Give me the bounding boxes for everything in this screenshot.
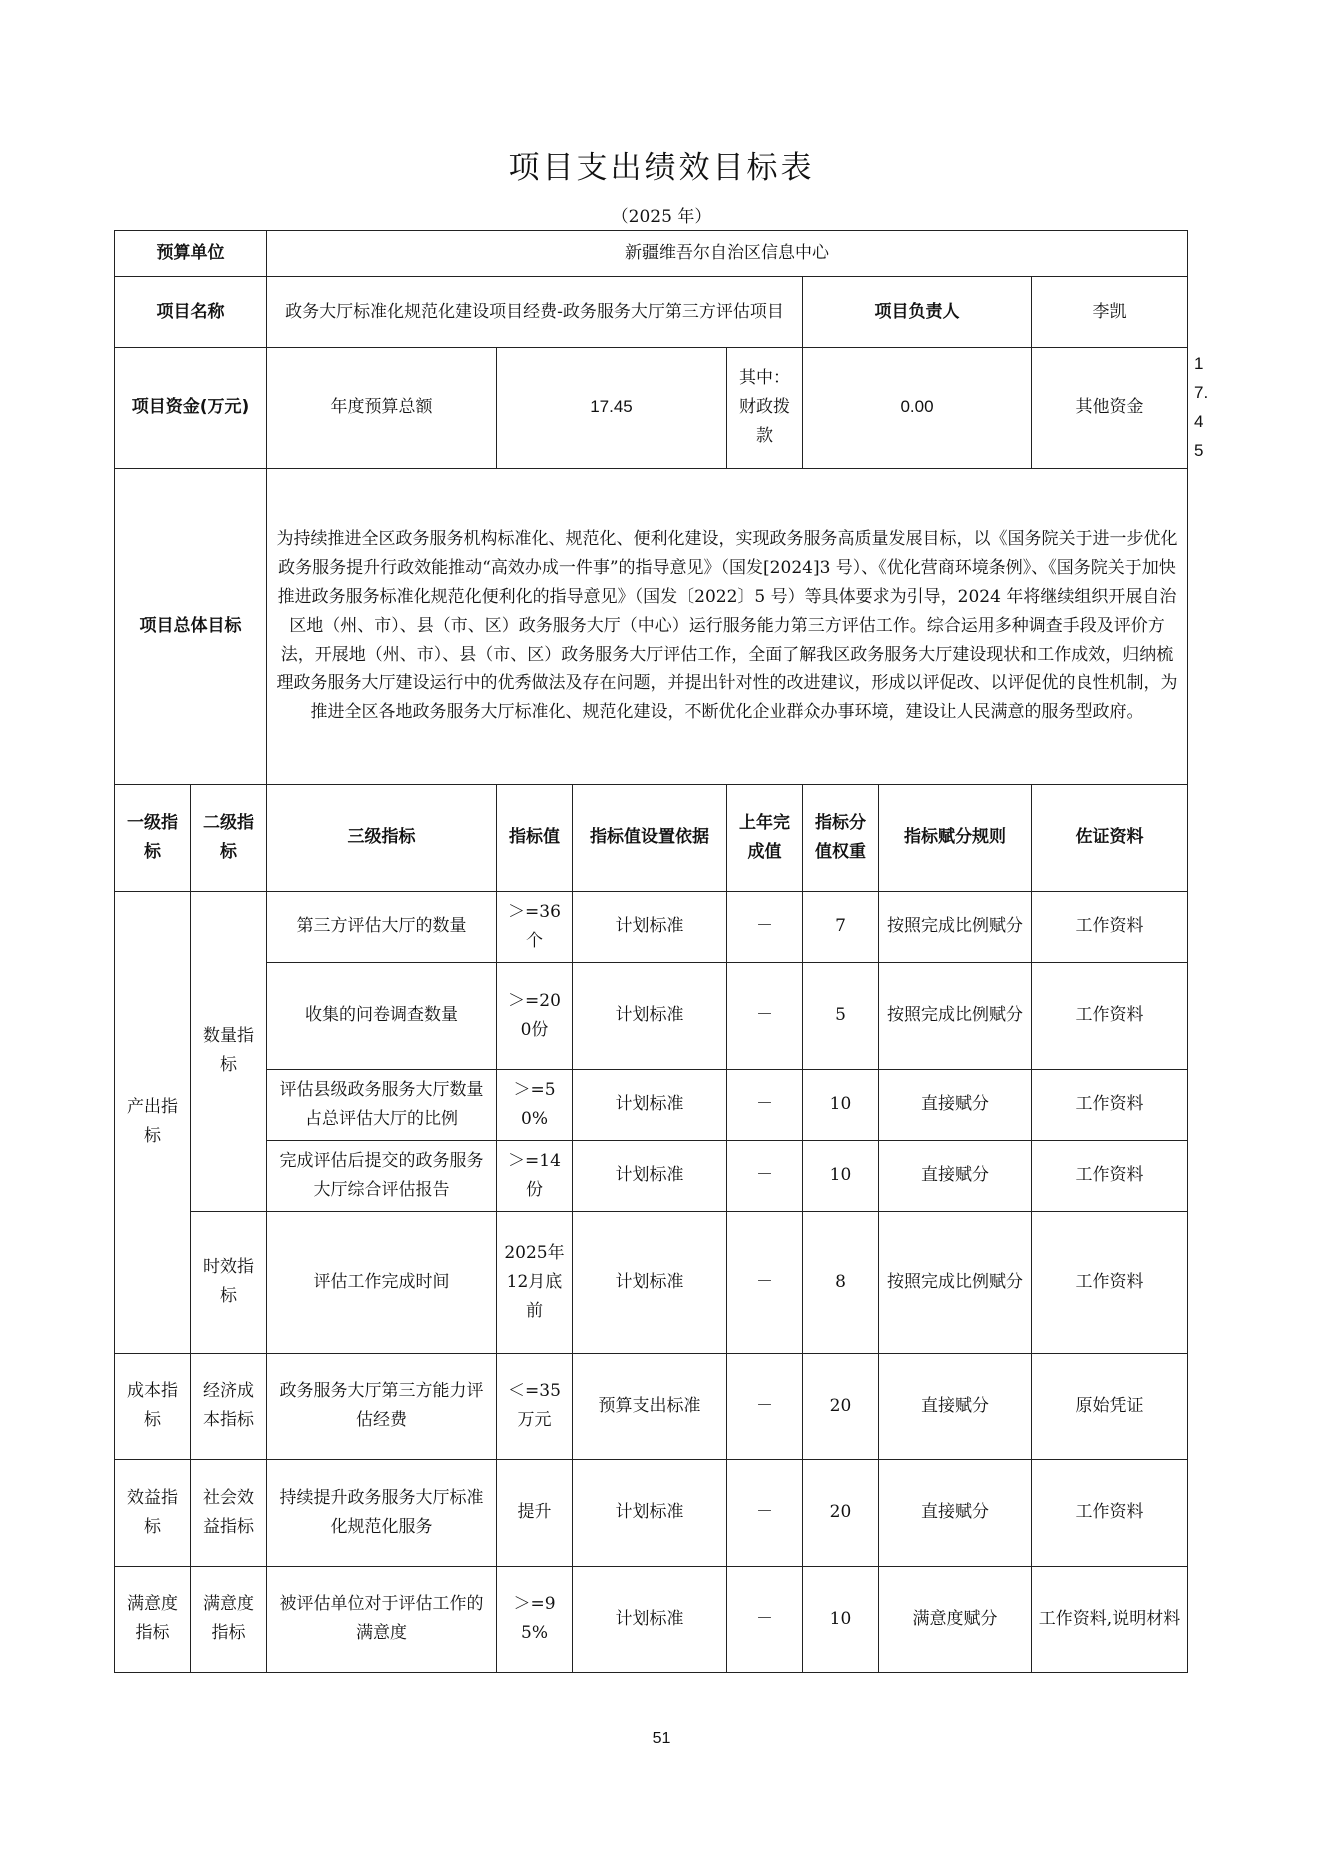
indicator-last: － (727, 1459, 803, 1566)
indicator-rule: 按照完成比例赋分 (879, 1211, 1032, 1353)
goal-label: 项目总体目标 (115, 468, 267, 784)
page-title: 项目支出绩效目标表 (508, 150, 815, 186)
group-satisfaction: 满意度指标 (115, 1566, 191, 1672)
indicator-weight: 10 (803, 1566, 879, 1672)
leader-label: 项目负责人 (803, 277, 1032, 348)
indicator-last: － (727, 891, 803, 962)
table-row (115, 1140, 1188, 1211)
indicator-evidence: 工作资料,说明材料 (1032, 1566, 1188, 1672)
indicator-basis: 计划标准 (573, 1211, 727, 1353)
project-label: 项目名称 (115, 277, 267, 348)
indicator-weight: 10 (803, 1069, 879, 1140)
indicator-rule: 满意度赋分 (879, 1566, 1032, 1672)
indicator-name: 评估县级政务服务大厅数量占总评估大厅的比例 (267, 1069, 497, 1140)
fiscal-value: 0.00 (803, 348, 1032, 469)
header-level1: 一级指标 (115, 784, 191, 891)
indicator-name: 完成评估后提交的政务服务大厅综合评估报告 (267, 1140, 497, 1211)
indicator-basis: 计划标准 (573, 1459, 727, 1566)
annual-budget-label: 年度预算总额 (267, 348, 497, 469)
table-row (115, 1353, 1188, 1459)
indicator-value: ＞=36个 (497, 891, 573, 962)
indicator-rule: 直接赋分 (879, 1353, 1032, 1459)
group-social: 社会效益指标 (191, 1459, 267, 1566)
indicator-rule: 按照完成比例赋分 (879, 891, 1032, 962)
table-row (115, 1069, 1188, 1140)
table-row (115, 962, 1188, 1069)
indicator-evidence: 工作资料 (1032, 962, 1188, 1069)
group-timeliness: 时效指标 (191, 1211, 267, 1353)
indicator-basis: 计划标准 (573, 962, 727, 1069)
indicator-basis: 计划标准 (573, 1140, 727, 1211)
indicator-last: － (727, 1140, 803, 1211)
header-last-year: 上年完成值 (727, 784, 803, 891)
group-output: 产出指标 (115, 891, 191, 1353)
indicator-rule: 按照完成比例赋分 (879, 962, 1032, 1069)
group-cost: 成本指标 (115, 1353, 191, 1459)
header-value: 指标值 (497, 784, 573, 891)
annual-budget-value: 17.45 (497, 348, 727, 469)
fiscal-label: 其中：财政拨款 (727, 348, 803, 469)
header-basis: 指标值设置依据 (573, 784, 727, 891)
indicator-name: 政务服务大厅第三方能力评估经费 (267, 1353, 497, 1459)
header-level2: 二级指标 (191, 784, 267, 891)
header-evidence: 佐证资料 (1032, 784, 1188, 891)
indicator-name: 持续提升政务服务大厅标准化规范化服务 (267, 1459, 497, 1566)
indicator-rule: 直接赋分 (879, 1140, 1032, 1211)
indicator-value: ＞=14份 (497, 1140, 573, 1211)
project-name: 政务大厅标准化规范化建设项目经费-政务服务大厅第三方评估项目 (267, 277, 803, 348)
indicator-weight: 8 (803, 1211, 879, 1353)
indicator-evidence: 工作资料 (1032, 1140, 1188, 1211)
goal-text: 为持续推进全区政务服务机构标准化、规范化、便利化建设，实现政务服务高质量发展目标，以《国务院关于进一步优化政务服务提升行政效能推动“高效办成一件事”的指导意见》（国发[2024]3 号）、《优化营商环境条例》、《国务院关于加快推进政务服务标准化规范化便利化的指导意见》（国发〔2022〕5 号）等具体要求为引导，2024 年将继续组织开展自治区地（州、市）、县（市、区）政务服务大厅（中心）运行服务能力第三方评估工作。综合运用多种调查手段及评价方法，开展地（州、市）、县（市、区）政务服务大厅评估工作，全面了解我区政务服务大厅建设现状和工作成效，归纳梳理政务服务大厅建设运行中的优秀做法及存在问题，并提出针对性的改进建议，形成以评促改、以评促优的良性机制，为推进全区各地政务服务大厅标准化、规范化建设，不断优化企业群众办事环境，建设让人民满意的服务型政府。 (267, 468, 1188, 784)
indicator-name: 收集的问卷调查数量 (267, 962, 497, 1069)
indicator-basis: 预算支出标准 (573, 1353, 727, 1459)
indicator-evidence: 工作资料 (1032, 891, 1188, 962)
indicator-evidence: 工作资料 (1032, 1069, 1188, 1140)
table-row (115, 1459, 1188, 1566)
other-funds-label: 其他资金 (1032, 348, 1188, 469)
indicator-last: － (727, 1566, 803, 1672)
indicator-rule: 直接赋分 (879, 1069, 1032, 1140)
group-satisfaction-2: 满意度指标 (191, 1566, 267, 1672)
table-row (115, 1211, 1188, 1353)
indicator-value: 2025年12月底前 (497, 1211, 573, 1353)
year-label: （2025 年） (611, 207, 712, 227)
performance-target-table: 预算单位 新疆维吾尔自治区信息中心 项目名称 政务大厅标准化规范化建设项目经费-政务服务大厅第三方评估项目 项目负责人 李凯 项目资金(万元) 年度预算总额 17.45 其中：财政拨款 0.00 其他资金 17.45 项目总体目标 为持续推进全区政务服务机构标准化、规范化、便利化建设，实现政务服务高质量发展目标，以《国务院关于进一步优化政务服务提升行政效能推动“高效办成一件事”的指导意见》（国发[2024]3 号）、《优化营商环境条例》、《国务院关于加快推进政务服务标准化规范化便利化的指导意见》（国发〔2022〕5 号）等具体要求为引导，2024 年将继续组织开展自治区地（州、市）、县（市、区）政务服务大厅（中心）运行服务能力第三方评估工作。综合运用多种调查手段及评价方法，开展地（州、市）、县（市、区）政务服务大厅评估工作，全面了解我区政务服务大厅建设现状和工作成效，归纳梳理政务服务大厅建设运行中的优秀做法及存在问题，并提出针对性的改进建议，形成以评促改、以评促优的良性机制，为推进全区各地政务服务大厅标准化、规范化建设，不断优化企业群众办事环境，建设让人民满意的服务型政府。 一级指标 二级指标 三级指标 指标值 指标值设置依据 上年完成值 指标分值权重 指标赋分规则 佐证资料 产出指标 数量指标 第三方评估大厅的数量 ＞=36个 计划标准 － 7 按照完成比例赋分 工作资料 收集的问卷调查数量 ＞=200份 计划标准 － 5 按照完成比例赋分 工作资料 评估县级政务服务大厅数量占总评估大厅的比例 ＞=50% 计划标准 － 10 直接赋分 工作资料 完成评估后提交的政务服务大厅综合评估报告 ＞=14份 计划标准 － 10 直接赋分 工作资料 时效指标 评估工作完成时间 2025年12月底前 计划标准 － 8 按照完成比例赋分 工作资料 成本指标 经济成本指标 政务服务大厅第三方能力评估经费 ＜=35万元 预算支出标准 － 20 直接赋分 原始凭证 效益指标 社会效益指标 持续提升政务服务大厅标准化规范化服务 提升 计划标准 － 20 直接赋分 工作资料 满意度指标 满意度指标 被评估单位对于评估工作的满意度 ＞=95% 计划标准 － 10 满意度赋分 工作资料,说明材料 (114, 230, 1188, 1673)
header-level3: 三级指标 (267, 784, 497, 891)
indicator-value: 提升 (497, 1459, 573, 1566)
leader-value: 李凯 (1032, 277, 1188, 348)
indicator-weight: 20 (803, 1459, 879, 1566)
header-rule: 指标赋分规则 (879, 784, 1032, 891)
table-row (115, 1566, 1188, 1672)
indicator-last: － (727, 1353, 803, 1459)
indicator-last: － (727, 962, 803, 1069)
group-benefit: 效益指标 (115, 1459, 191, 1566)
indicator-evidence: 工作资料 (1032, 1211, 1188, 1353)
indicator-weight: 5 (803, 962, 879, 1069)
indicator-name: 第三方评估大厅的数量 (267, 891, 497, 962)
indicator-name: 评估工作完成时间 (267, 1211, 497, 1353)
indicator-value: ＞=200份 (497, 962, 573, 1069)
indicator-weight: 7 (803, 891, 879, 962)
group-quantity: 数量指标 (191, 891, 267, 1211)
indicator-value: ＞=50% (497, 1069, 573, 1140)
indicator-value: ＞=95% (497, 1566, 573, 1672)
indicator-basis: 计划标准 (573, 1566, 727, 1672)
indicator-weight: 20 (803, 1353, 879, 1459)
indicator-name: 被评估单位对于评估工作的满意度 (267, 1566, 497, 1672)
indicator-evidence: 原始凭证 (1032, 1353, 1188, 1459)
group-econ: 经济成本指标 (191, 1353, 267, 1459)
indicator-basis: 计划标准 (573, 891, 727, 962)
unit-label: 预算单位 (115, 231, 267, 277)
page-number: 51 (652, 1730, 671, 1747)
funds-label: 项目资金(万元) (115, 348, 267, 469)
indicator-weight: 10 (803, 1140, 879, 1211)
table-row (115, 891, 1188, 962)
unit-value: 新疆维吾尔自治区信息中心 (267, 231, 1188, 277)
indicator-value: ＜=35万元 (497, 1353, 573, 1459)
indicator-rule: 直接赋分 (879, 1459, 1032, 1566)
indicator-last: － (727, 1211, 803, 1353)
indicator-last: － (727, 1069, 803, 1140)
indicator-basis: 计划标准 (573, 1069, 727, 1140)
header-weight: 指标分值权重 (803, 784, 879, 891)
indicator-evidence: 工作资料 (1032, 1459, 1188, 1566)
